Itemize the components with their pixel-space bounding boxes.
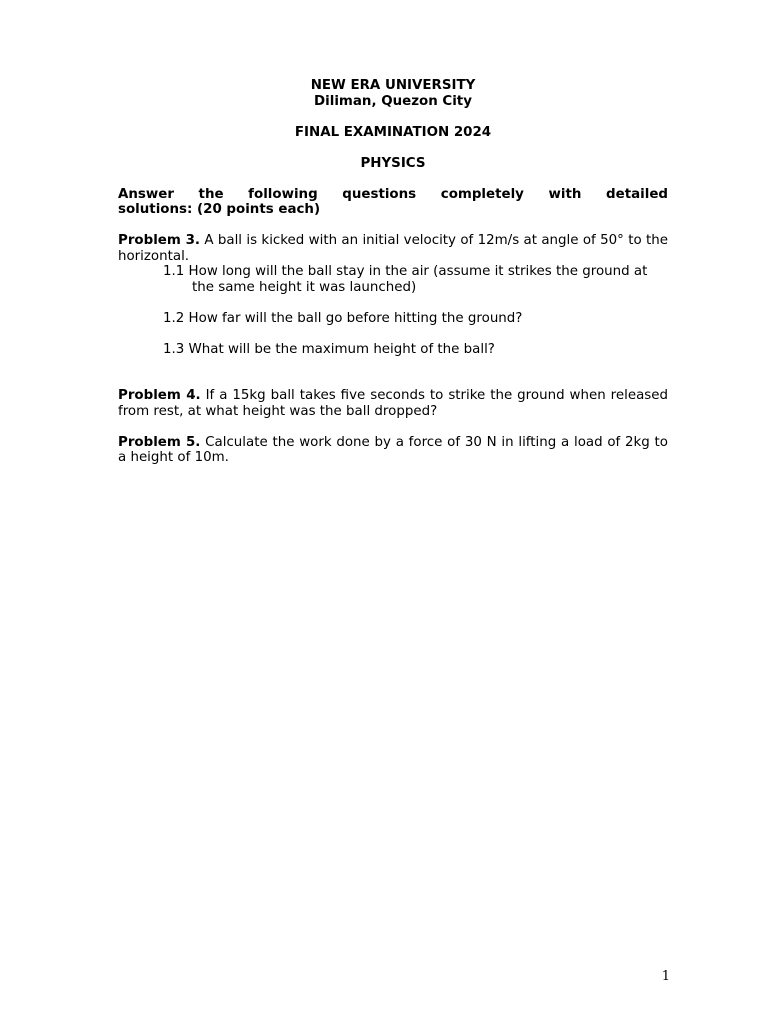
problem-text: Calculate the work done by a force of 30 N in lifting a load of 2kg to a height of 10m. — [118, 434, 668, 465]
spacer — [118, 218, 668, 234]
problem-3 — [118, 233, 668, 264]
spacer — [118, 109, 668, 125]
sub-question: 1.2 How far will the ball go before hitting the ground? — [163, 310, 523, 326]
spacer — [118, 295, 668, 311]
spacer — [118, 140, 668, 156]
problem-4 — [118, 388, 668, 419]
problem-label: Problem 4. — [118, 388, 201, 403]
problem-text: A ball is kicked with an initial velocity of 12m/s at angle of 50° to the horizontal. — [118, 233, 668, 264]
spacer — [118, 373, 668, 389]
problem-label: Problem 5. — [118, 434, 201, 450]
problem-label: Problem 3. — [118, 233, 200, 248]
exam-content — [118, 78, 668, 466]
subject-title: PHYSICS — [360, 155, 426, 171]
spacer — [118, 326, 668, 342]
university-location: Diliman, Quezon City — [314, 93, 472, 109]
university-name: NEW ERA UNIVERSITY — [310, 78, 476, 93]
page-number: 1 — [661, 969, 670, 984]
exam-title: FINAL EXAMINATION 2024 — [294, 124, 492, 140]
sub-question: 1.1 How long will the ball stay in the air (assume it strikes the ground at the same height it was launched) — [163, 264, 648, 295]
problem-text: If a 15kg ball takes five seconds to strike the ground when released from rest, at what height was the ball dropped? — [118, 388, 668, 419]
sub-question: 1.3 What will be the maximum height of the ball? — [163, 341, 495, 357]
spacer — [118, 357, 668, 373]
instructions-line-1: Answer the following questions completely with detailed — [118, 186, 668, 202]
instructions-line-2: solutions: (20 points each) — [118, 202, 321, 217]
problem-5 — [118, 435, 668, 466]
spacer — [118, 419, 668, 435]
spacer — [118, 171, 668, 187]
